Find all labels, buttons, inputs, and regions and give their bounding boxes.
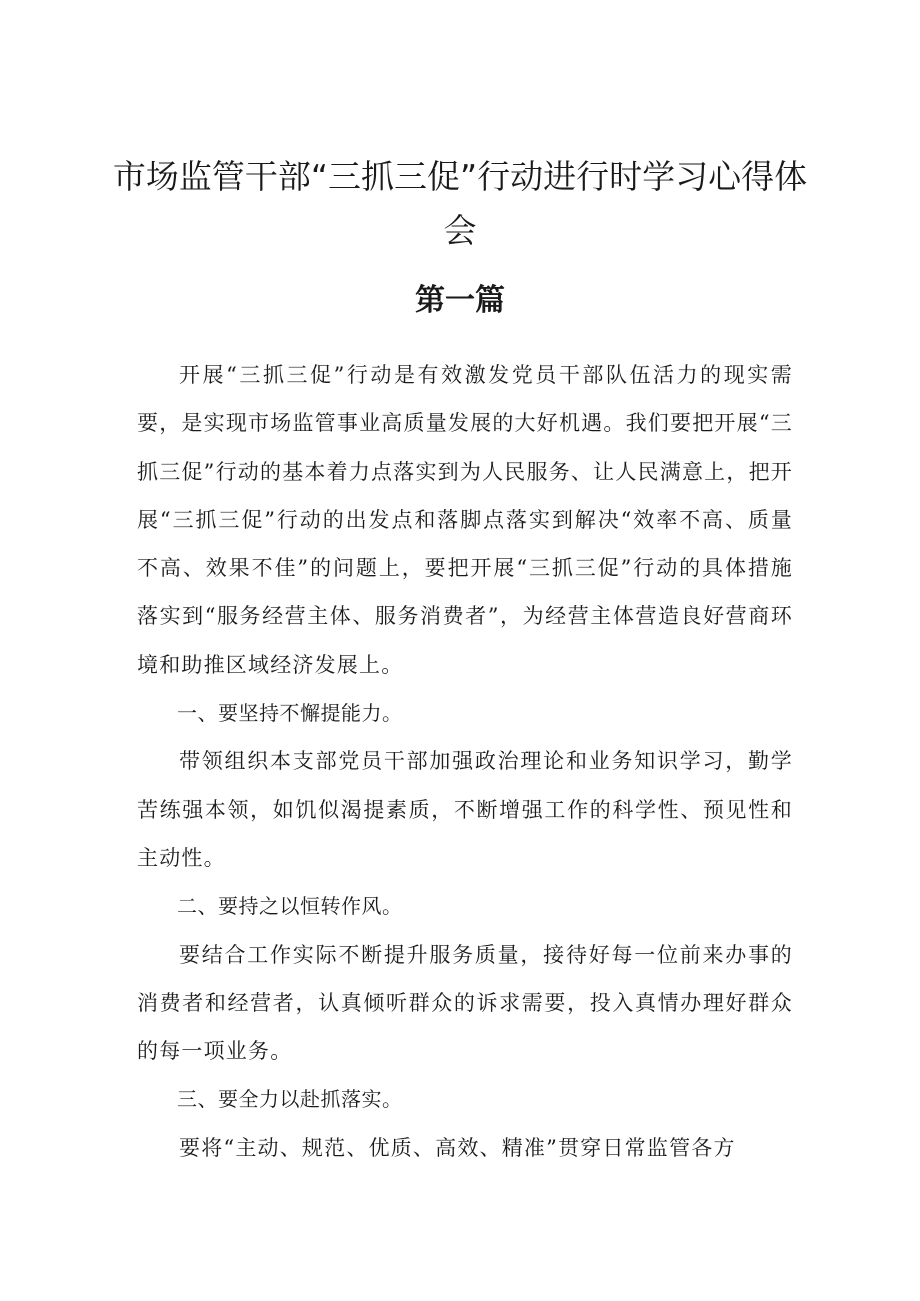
point-1-paragraph: 带领组织本支部党员干部加强政治理论和业务知识学习，勤学苦练强本领，如饥似渴提素质，不断增强工作的科学性、预见性和主动性。 xyxy=(137,749,793,870)
point-2-paragraph: 要结合工作实际不断提升服务质量，接待好每一位前来办事的消费者和经营者，认真倾听群众的诉求需要，投入真情办理好群众的每一项业务。 xyxy=(137,942,793,1064)
point-2-heading: 二、要持之以恒转作风。 xyxy=(177,894,403,919)
section-title: 第一篇 xyxy=(415,283,505,318)
intro-paragraph: 开展“三抓三促”行动是有效激发党员干部队伍活力的现实需要，是实现市场监管事业高质量发展的大好机遇。我们要把开展“三抓三促”行动的基本着力点落实到为人民服务、让人民满意上，把开展“三抓三促”行动的出发点和落脚点落实到解决“效率不高、质量不高、效果不佳”的问题上，要把开展“三抓三促”行动的具体措施落实到“服务经营主体、服务消费者”，为经营主体营造良好营商环境和助推区域经济发展上。 xyxy=(137,363,793,677)
point-1-heading: 一、要坚持不懈提能力。 xyxy=(177,701,403,726)
point-3-paragraph: 要将“主动、规范、优质、高效、精准”贯穿日常监管各方 xyxy=(179,1135,736,1160)
document-body xyxy=(137,351,793,1172)
point-3-heading: 三、要全力以赴抓落实。 xyxy=(177,1087,403,1112)
document-title: 市场监管干部“三抓三促”行动进行时学习心得体会 xyxy=(112,157,808,250)
